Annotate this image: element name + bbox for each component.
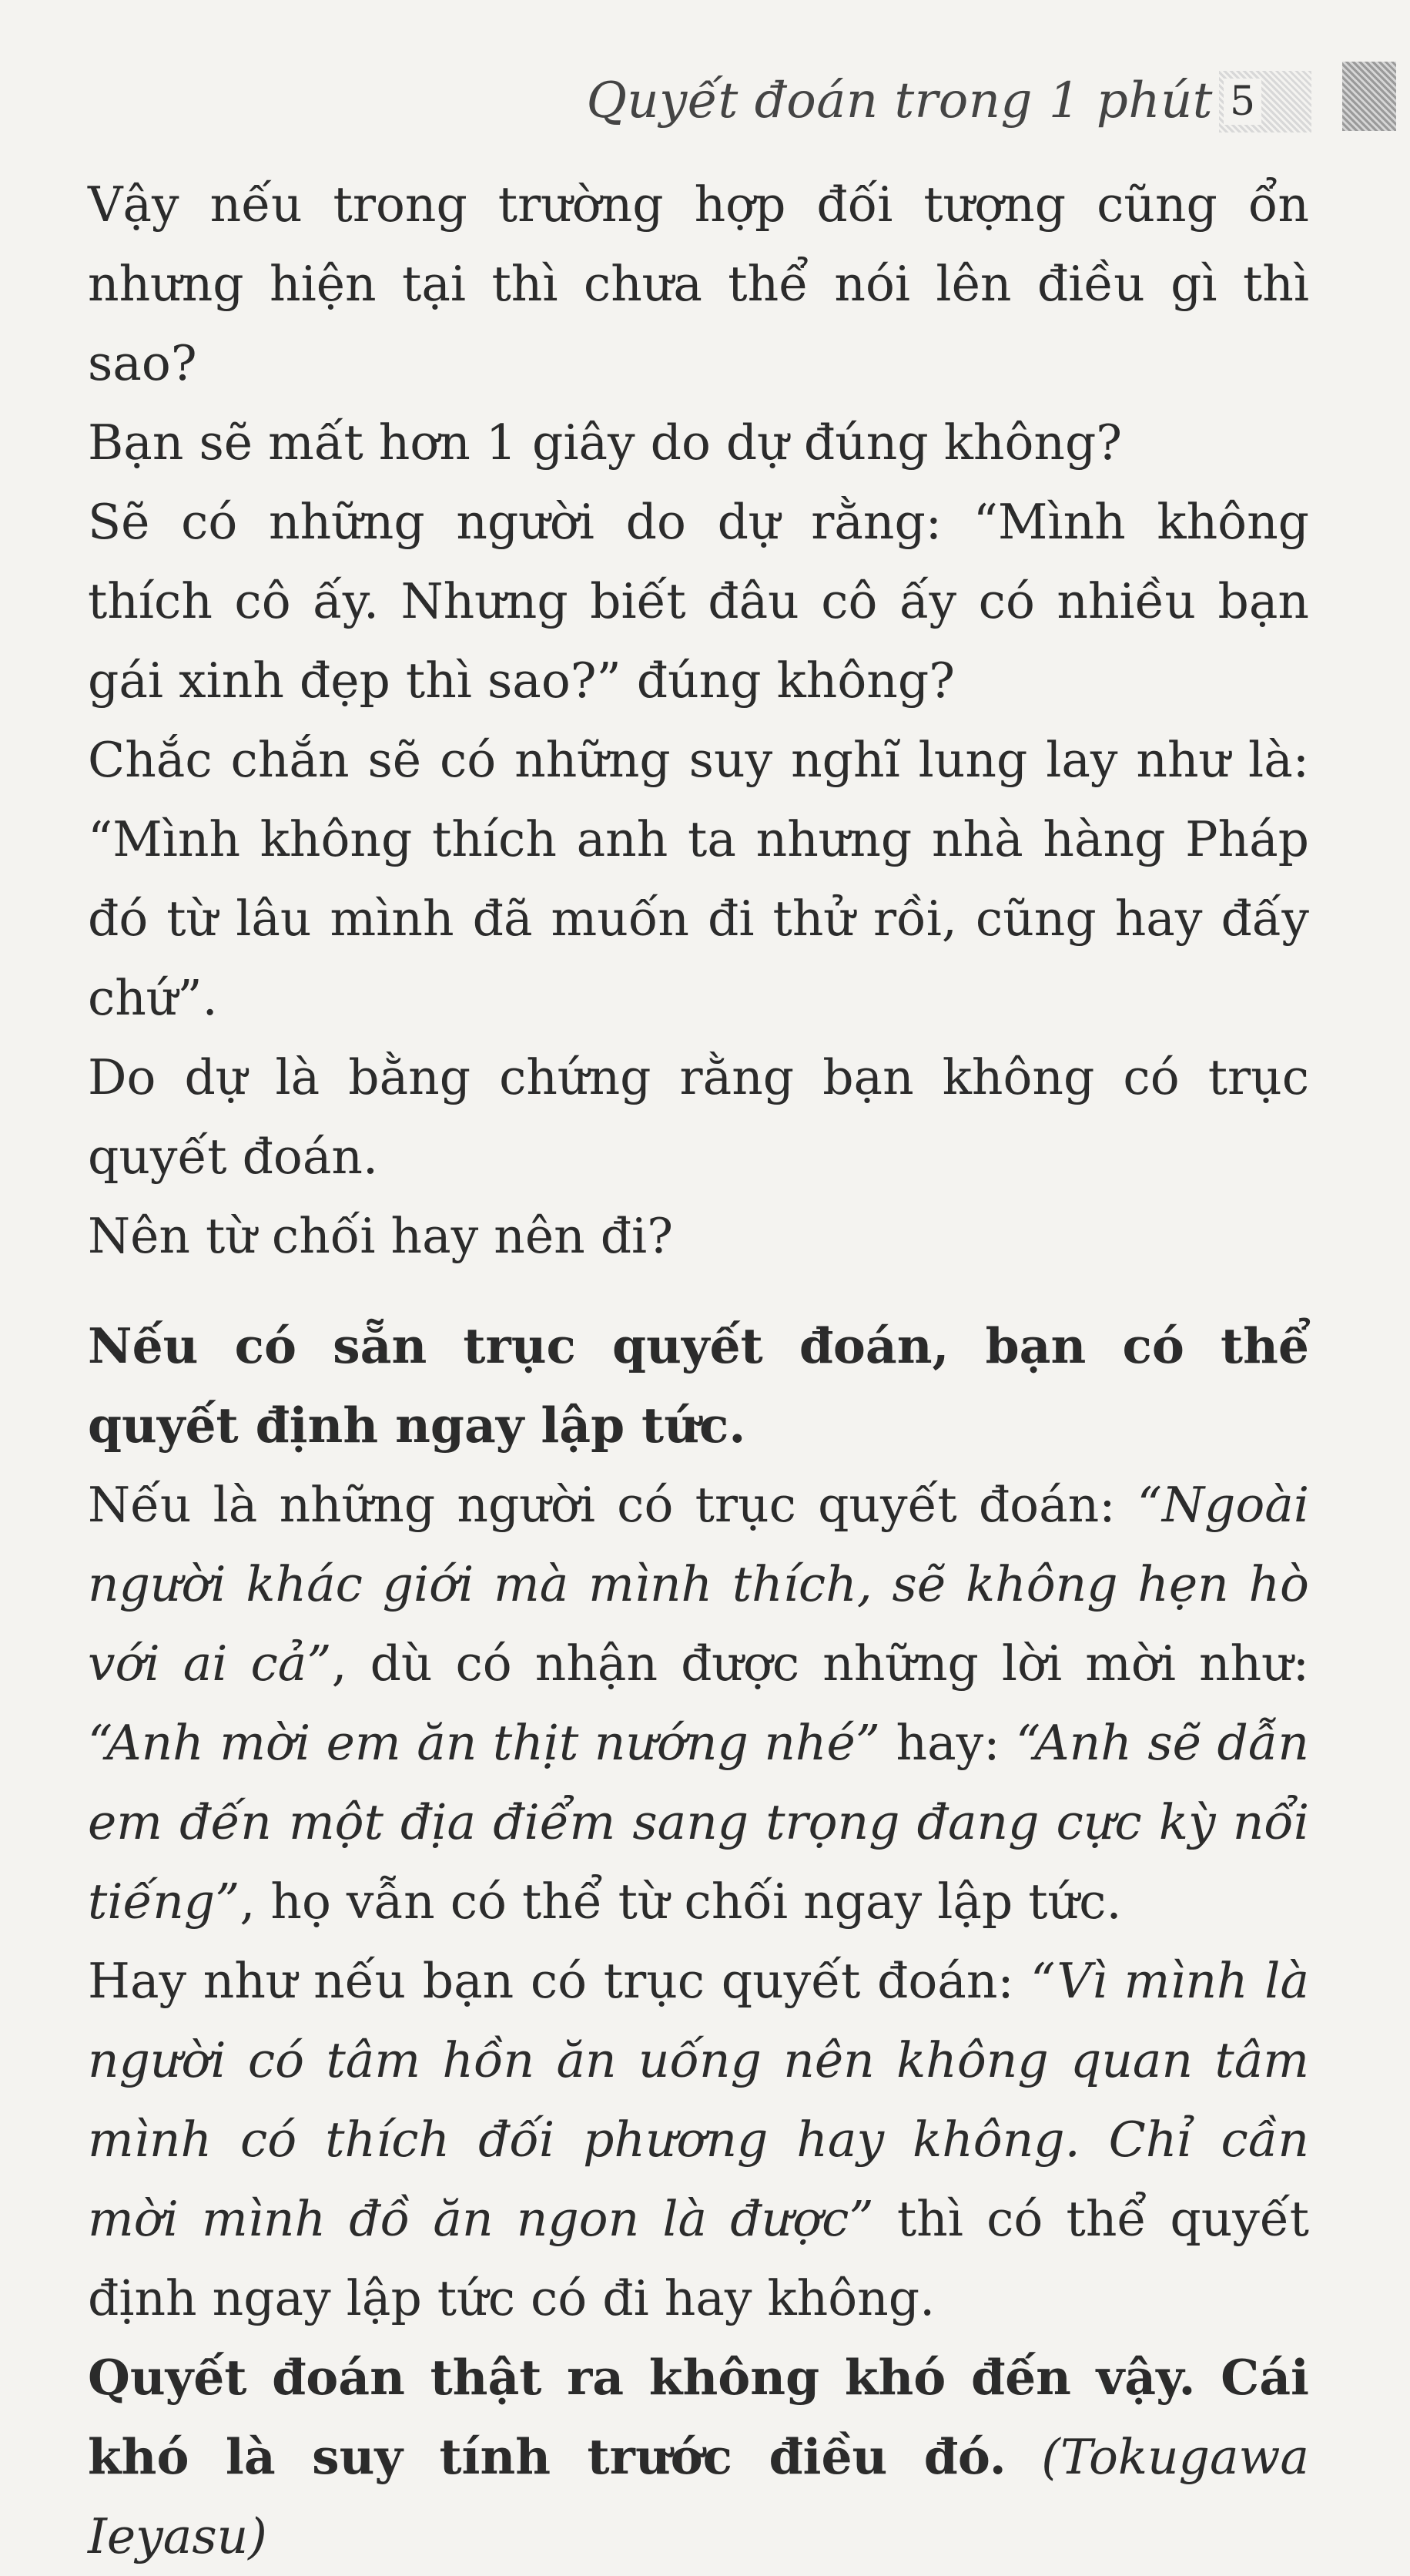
paragraph: Vậy nếu trong trường hợp đối tượng cũng ổn nhưng hiện tại thì chưa thể nói lên điều gì thì sao? [88, 176, 1309, 391]
quote: “Anh sẽ dẫn em đến một địa điểm sang trọng đang cực kỳ nổi tiếng” [88, 1715, 1309, 1930]
edge-thumb-tab [1342, 62, 1396, 131]
body-text [88, 165, 1309, 2576]
quote: “Anh mời em ăn thịt nướng nhé” [88, 1715, 880, 1771]
page-number: 5 [1224, 79, 1261, 125]
quote: “Vì mình là người có tâm hồn ăn uống nên không quan tâm mình có thích đối phương hay không. Chỉ cần mời mình đồ ăn ngon là được” [88, 1953, 1310, 2247]
bold-heading: Nếu có sẵn trục quyết đoán, bạn có thể quyết định ngay lập tức. [88, 1317, 1309, 1454]
paragraph-text: Hay như nếu bạn có trục quyết đoán: [88, 1953, 1031, 2009]
paragraph: Nên từ chối hay nên đi? [88, 1208, 673, 1264]
closing-quote-text: Quyết đoán thật ra không khó đến vậy. Cái khó là suy tính trước điều đó. [88, 2349, 1309, 2485]
chapter-title: Quyết đoán trong 1 phút [586, 72, 1213, 129]
closing-quote [88, 2338, 1309, 2576]
paragraph [88, 1941, 1309, 2338]
paragraph: Chắc chắn sẽ có những suy nghĩ lung lay như là: “Mình không thích anh ta nhưng nhà hàng Pháp đó từ lâu mình đã muốn đi thử rồi, cũng hay đấy chứ”. [88, 732, 1309, 1026]
paragraph-text: , họ vẫn có thể từ chối ngay lập tức. [239, 1873, 1122, 1930]
quote: “Ngoài người khác giới mà mình thích, sẽ không hẹn hò với ai cả” [88, 1477, 1309, 1692]
paragraph: Bạn sẽ mất hơn 1 giây do dự đúng không? [88, 414, 1123, 471]
paragraph: Do dự là bằng chứng rằng bạn không có trục quyết đoán. [88, 1049, 1309, 1185]
page-number-tab [1219, 71, 1311, 132]
paragraph-text: Nếu là những người có trục quyết đoán: [88, 1477, 1137, 1533]
paragraph-text: thì có thể quyết định ngay lập tức có đi hay không. [88, 2191, 1309, 2326]
paragraph-text: hay: [879, 1715, 1016, 1771]
paragraph-text: , dù có nhận được những lời mời như: [331, 1635, 1309, 1692]
paragraph [88, 1465, 1309, 1941]
quote-attribution: (Tokugawa Ieyasu) [88, 2429, 1309, 2564]
running-header [586, 66, 1213, 136]
paragraph: Sẽ có những người do dự rằng: “Mình không thích cô ấy. Nhưng biết đâu cô ấy có nhiều bạn gái xinh đẹp thì sao?” đúng không? [88, 494, 1309, 709]
